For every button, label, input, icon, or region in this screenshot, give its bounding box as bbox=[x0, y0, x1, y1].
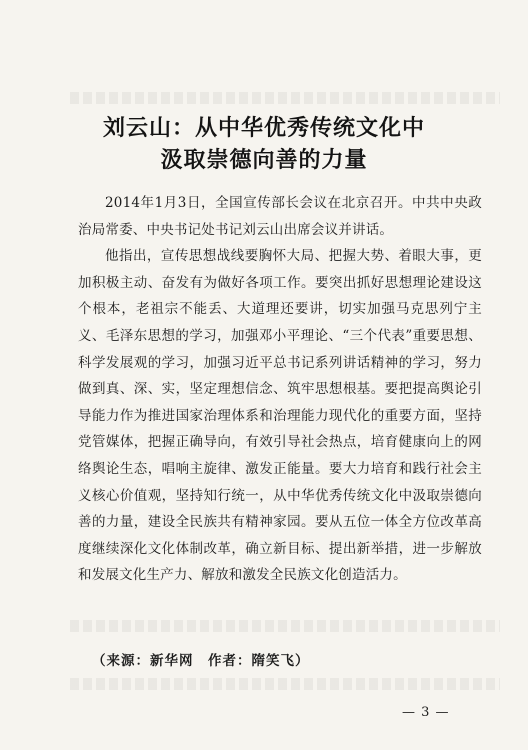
document-title-line-1: 刘云山：从中华优秀传统文化中 bbox=[102, 116, 425, 141]
show-through-text bbox=[70, 92, 500, 104]
show-through-text bbox=[70, 678, 500, 690]
source-attribution: （来源：新华网 作者：隋笑飞） bbox=[92, 653, 310, 669]
document-title-line-2: 汲取崇德向善的力量 bbox=[160, 148, 368, 173]
show-through-text bbox=[70, 620, 500, 632]
paragraph-1: 2014年1月3日，全国宣传部长会议在北京召开。中共中央政治局常委、中央书记处书记刘云山出席会议并讲话。 bbox=[78, 195, 482, 238]
document-body bbox=[78, 190, 482, 589]
paragraph-2: 他指出，宣传思想战线要胸怀大局、把握大势、着眼大事，更加积极主动、奋发有为做好各项工作。要突出抓好思想理论建设这个根本，老祖宗不能丢、大道理还要讲，切实加强马克思列宁主义、毛泽东思想的学习，加强邓小平理论、“三个代表”重要思想、科学发展观的学习，加强习近平总书记系列讲话精神的学习，努力做到真、深、实，坚定理想信念、筑牢思想根基。要把提高舆论引导能力作为推进国家治理体系和治理能力现代化的重要方面，坚持党管媒体，把握正确导向，有效引导社会热点，培育健康向上的网络舆论生态，唱响主旋律、激发正能量。要大力培育和践行社会主义核心价值观，坚持知行统一，从中华优秀传统文化中汲取崇德向善的力量，建设全民族共有精神家园。要从五位一体全方位改革高度继续深化文化体制改革，确立新目标、提出新举措，进一步解放和发展文化生产力、解放和激发全民族文化创造活力。 bbox=[78, 248, 482, 584]
page-number: — 3 — bbox=[402, 705, 450, 720]
